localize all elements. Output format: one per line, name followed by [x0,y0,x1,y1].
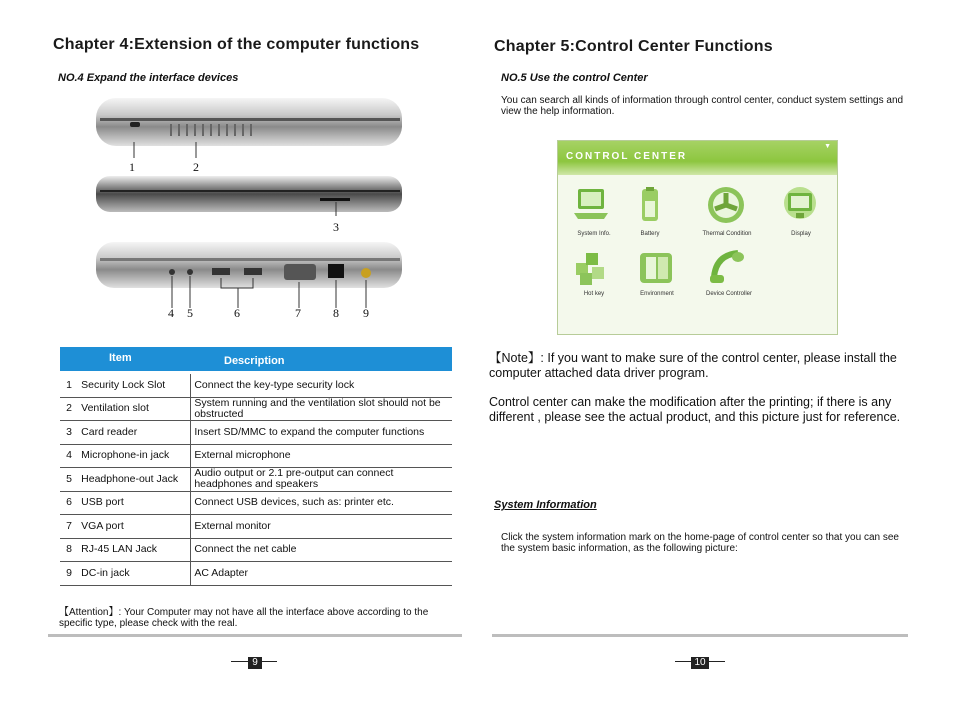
row-number: 4 [60,444,78,468]
hotkey-label: Hot key [583,291,605,297]
laptop-front-view [96,176,402,216]
table-row [60,515,452,539]
thermal-label: Thermal Condition [702,231,752,237]
row-item: VGA port [78,515,191,539]
laptop-right-side-view [96,242,402,308]
card-reader-icon [320,198,350,201]
callout-5: 5 [187,306,193,320]
row-item: RJ-45 LAN Jack [78,538,191,562]
row-description: Insert SD/MMC to expand the computer functions [191,421,452,445]
table-row [60,444,452,468]
battery-label: Battery [640,231,660,237]
row-number: 3 [60,421,78,445]
vga-port-icon [284,264,316,280]
chapter-5-title: Chapter 5:Control Center Functions [494,38,773,55]
page-divider-right [492,634,908,637]
row-description: System running and the ventilation slot should not be obstructed [191,397,452,421]
callout-7: 7 [295,306,301,320]
row-item: DC-in jack [78,562,191,586]
environment-icon [638,249,676,287]
header-description: Description [224,355,285,367]
dropdown-arrow-icon[interactable]: ▼ [824,143,831,150]
callout-4: 4 [168,306,174,320]
device-controller-button[interactable] [708,247,748,289]
table-row [60,397,452,421]
row-item: Card reader [78,421,191,445]
disclaimer-text: Control center can make the modification after the printing; if there is any different , please see the actual product, and this picture just for reference. [489,395,901,424]
thermal-button[interactable] [706,185,746,227]
display-label: Display [791,231,811,237]
security-lock-slot-icon [130,122,140,127]
row-item: Microphone-in jack [78,444,191,468]
row-number: 1 [60,374,78,397]
system-info-text: Click the system information mark on the home-page of control center so that you can see the system basic information, as the following picture: [501,532,899,554]
section-title-no4: NO.4 Expand the interface devices [58,72,239,84]
callout-1: 1 [129,160,135,174]
table-row [60,468,452,492]
row-description: External microphone [191,444,452,468]
header-item: Item [109,352,132,364]
display-button[interactable] [782,185,818,227]
headphone-jack-icon [187,269,193,275]
hotkey-button[interactable] [572,249,610,289]
row-number: 5 [60,468,78,492]
row-description: External monitor [191,515,452,539]
device-controller-label: Device Controller [705,291,753,297]
chapter-4-title: Chapter 4:Extension of the computer functions [53,36,420,53]
page-divider-left [48,634,462,637]
system-info-label: System Info. [577,231,611,237]
callout-9: 9 [363,306,369,320]
callout-2: 2 [193,160,199,174]
control-center-header [558,141,837,175]
callout-3: 3 [333,220,339,234]
callout-8: 8 [333,306,339,320]
attention-note: 【Attention】: Your Computer may not have all the interface above according to the specific type, please check with the real. [59,607,429,629]
section-title-no5: NO.5 Use the control Center [501,72,648,84]
row-description: AC Adapter [191,562,452,586]
dc-in-jack-icon [361,268,371,278]
callout-6: 6 [234,306,240,320]
keys-icon [572,249,610,287]
row-description: Connect the key-type security lock [191,374,452,397]
usb-port-icon [244,268,262,275]
control-center-title: CONTROL CENTER [566,151,688,162]
intro-text: You can search all kinds of information through control center, conduct system settings and view the help information. [501,95,904,117]
laptop-icon [572,187,610,223]
monitor-icon [782,185,818,225]
battery-button[interactable] [636,187,664,227]
row-number: 9 [60,562,78,586]
headset-icon [708,247,748,287]
table-row [60,421,452,445]
table-row [60,374,452,397]
microphone-jack-icon [169,269,175,275]
table-row [60,562,452,586]
row-item: Headphone-out Jack [78,468,191,492]
row-number: 2 [60,397,78,421]
laptop-ports-illustration [90,92,410,322]
interface-table [60,374,452,586]
row-item: USB port [78,491,191,515]
row-item: Ventilation slot [78,397,191,421]
table-row [60,538,452,562]
row-description: Audio output or 2.1 pre-output can connect headphones and speakers [191,468,452,492]
note-text: 【Note】: If you want to make sure of the control center, please install the computer attached data driver program. [489,351,897,380]
control-center-window [557,140,838,335]
row-number: 7 [60,515,78,539]
row-number: 8 [60,538,78,562]
environment-button[interactable] [638,249,676,289]
table-header [60,347,452,371]
row-description: Connect the net cable [191,538,452,562]
battery-icon [636,187,664,225]
table-row [60,491,452,515]
row-item: Security Lock Slot [78,374,191,397]
row-description: Connect USB devices, such as: printer etc. [191,491,452,515]
environment-label: Environment [640,291,674,297]
lan-jack-icon [328,264,344,278]
row-number: 6 [60,491,78,515]
system-info-heading: System Information [494,499,597,511]
system-info-button[interactable] [572,187,610,227]
page-number-10: 10 [691,657,709,669]
laptop-left-side-view [96,98,402,158]
page-number-9: 9 [248,657,262,669]
fan-icon [706,185,746,225]
usb-port-icon [212,268,230,275]
